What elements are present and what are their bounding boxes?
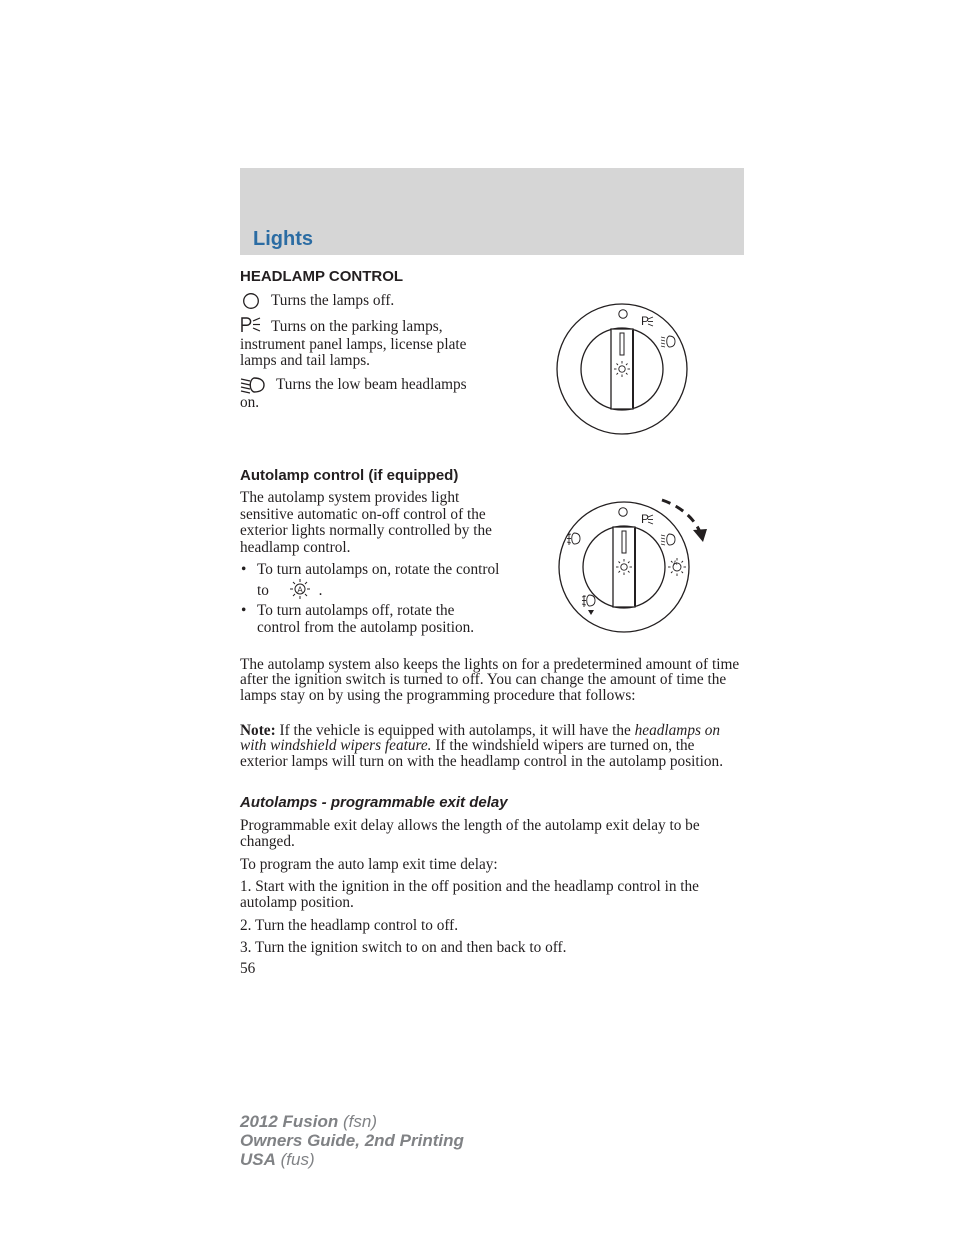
autolamp-bullet-off (240, 603, 500, 636)
note-text-2: If the windshield wipers are turned on, the exterior lamps will turn on with the headlamp control in the autolamp position. (240, 737, 724, 770)
exit-delay-step-3: 3. Turn the ignition switch to on and then back to off. (240, 939, 567, 956)
document-footer (240, 1112, 464, 1169)
bullet-on-text: To turn autolamps on, rotate the control to (257, 561, 500, 599)
section-header-band (240, 168, 744, 255)
footer-line-3 (240, 1150, 464, 1169)
footer-market: USA (240, 1150, 276, 1169)
exit-delay-heading: Autolamps - programmable exit delay (240, 794, 508, 811)
autolamp-switch-diagram (552, 492, 712, 642)
bullet-dot: • (241, 602, 247, 619)
headlamp-control-heading: HEADLAMP CONTROL (240, 268, 404, 285)
bullet-off-text: To turn autolamps off, rotate the control from the autolamp position. (257, 602, 475, 636)
autolamp-heading: Autolamp control (if equipped) (240, 467, 459, 484)
parking-position-label-2: P (641, 512, 650, 526)
note-italic: headlamps on with windshield wipers feature. (240, 722, 721, 755)
footer-model: 2012 Fusion (240, 1112, 339, 1131)
autolamp-note (240, 723, 740, 769)
autolamp-paragraph: The autolamp system also keeps the lights on for a predetermined amount of time after the ignition switch is turned to off. You can change the amount of time the lamps stay on by using the programming procedure that follows: (240, 656, 740, 704)
exit-delay-intro: Programmable exit delay allows the length of the autolamp exit delay to be changed. (240, 817, 700, 850)
low-beam-icon (240, 376, 266, 394)
parking-lamp-icon (240, 316, 262, 334)
exit-delay-lead: To program the auto lamp exit time delay: (240, 856, 498, 873)
footer-line-1 (240, 1112, 464, 1131)
low-beam-description-rest: on. (240, 394, 260, 411)
footer-model-code: (fsn) (338, 1112, 377, 1131)
footer-line-2: Owners Guide, 2nd Printing (240, 1131, 464, 1150)
exit-delay-step-1: 1. Start with the ignition in the off position and the headlamp control in the autolamp position. (240, 878, 699, 911)
autolamp-position-letter: A (673, 560, 678, 567)
low-beam-description-first: Turns the low beam headlamps (276, 376, 467, 393)
off-circle-icon (242, 292, 260, 310)
exit-delay-step-2: 2. Turn the headlamp control to off. (240, 917, 459, 934)
parking-description-first: Turns on the parking lamps, (271, 318, 443, 335)
headlamp-switch-diagram (552, 300, 692, 443)
autolamp-bullet-on (240, 561, 500, 604)
off-description: Turns the lamps off. (271, 292, 395, 309)
autolamp-intro: The autolamp system provides light sensitive automatic on-off control of the exterior lights normally controlled by the headlamp control. (240, 489, 492, 556)
note-label: Note: (240, 722, 276, 739)
parking-description-rest: instrument panel lamps, license plate lamps and tail lamps. (240, 336, 467, 369)
note-text-1: If the vehicle is equipped with autolamps, it will have the (275, 722, 635, 739)
autolamp-icon-letter: A (297, 585, 303, 595)
page-number: 56 (240, 960, 256, 977)
bullet-dot: • (241, 561, 247, 578)
section-title: Lights (253, 228, 313, 250)
bullet-on-end: . (318, 582, 323, 599)
autolamp-icon (289, 578, 311, 604)
footer-market-code: (fus) (275, 1150, 315, 1169)
parking-position-label: P (641, 314, 650, 328)
